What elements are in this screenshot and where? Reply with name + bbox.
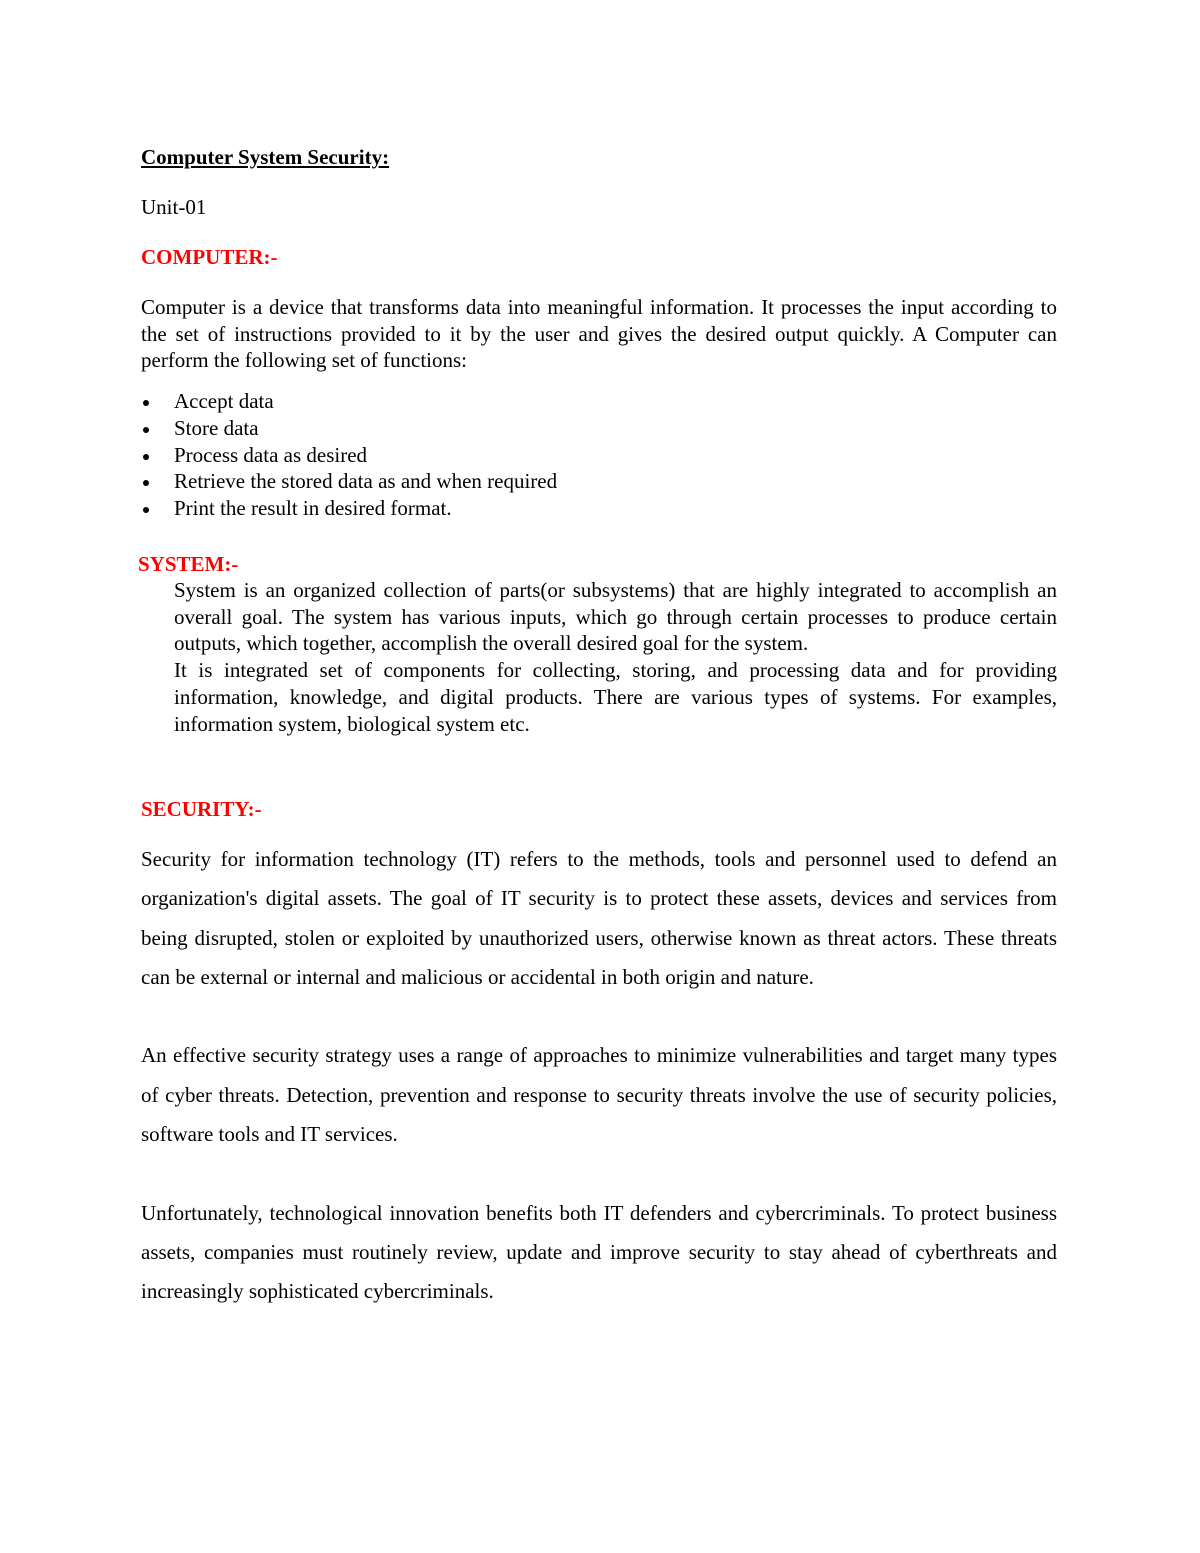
list-item-text: Process data as desired <box>174 442 368 467</box>
bullet-icon <box>143 400 149 406</box>
list-item-text: Print the result in desired format. <box>174 496 452 521</box>
system-paragraph: System is an organized collection of parts(or subsystems) that are highly integrated to accomplish an overall goal. The system has various inputs, which go through certain processes to produce certain outputs, which together, accomplish the overall desired goal for the system. <box>174 578 1057 656</box>
document-title: Computer System Security: <box>141 145 390 169</box>
system-heading: SYSTEM:- <box>138 552 239 576</box>
computer-functions-list <box>141 388 1041 522</box>
security-section <box>141 840 1057 1351</box>
list-item-text: Accept data <box>174 389 274 413</box>
bullet-icon <box>143 507 149 513</box>
system-section <box>174 577 1057 737</box>
computer-paragraph: Computer is a device that transforms data into meaningful information. It processes the input according to the set of instructions provided to it by the user and gives the desired output quickly. A Computer can perform the following set of functions: <box>141 295 1057 372</box>
list-item-text: Store data <box>174 415 259 440</box>
list-item <box>141 388 1041 415</box>
security-heading: SECURITY:- <box>141 797 262 821</box>
security-paragraph: An effective security strategy uses a range of approaches to minimize vulnerabilities and target many types of cyber threats. Detection, prevention and response to security threats involve the use of security policies, software tools and IT services. <box>141 1043 1057 1147</box>
bullet-icon <box>143 480 149 486</box>
list-item <box>141 442 1041 469</box>
bullet-icon <box>143 454 149 460</box>
computer-heading: COMPUTER:- <box>141 245 278 269</box>
list-item <box>141 468 1041 495</box>
unit-label: Unit-01 <box>141 195 207 219</box>
security-paragraph: Unfortunately, technological innovation benefits both IT defenders and cybercriminals. To protect business assets, companies must routinely review, update and improve security to stay ahead of cyberthreats and increasingly sophisticated cybercriminals. <box>141 1200 1057 1304</box>
list-item <box>141 495 1041 522</box>
list-item-text: Retrieve the stored data as and when required <box>174 469 558 494</box>
bullet-icon <box>143 427 149 433</box>
security-paragraph: Security for information technology (IT) refers to the methods, tools and personnel used to defend an organization's digital assets. The goal of IT security is to protect these assets, devices and services from being disrupted, stolen or exploited by unauthorized users, otherwise known as threat actors. These threats can be external or internal and malicious or accidental in both origin and nature. <box>141 847 1057 989</box>
list-item <box>141 415 1041 442</box>
system-paragraph: It is integrated set of components for collecting, storing, and processing data and for providing information, knowledge, and digital products. There are various types of systems. For examples, information system, biological system etc. <box>174 658 1057 736</box>
